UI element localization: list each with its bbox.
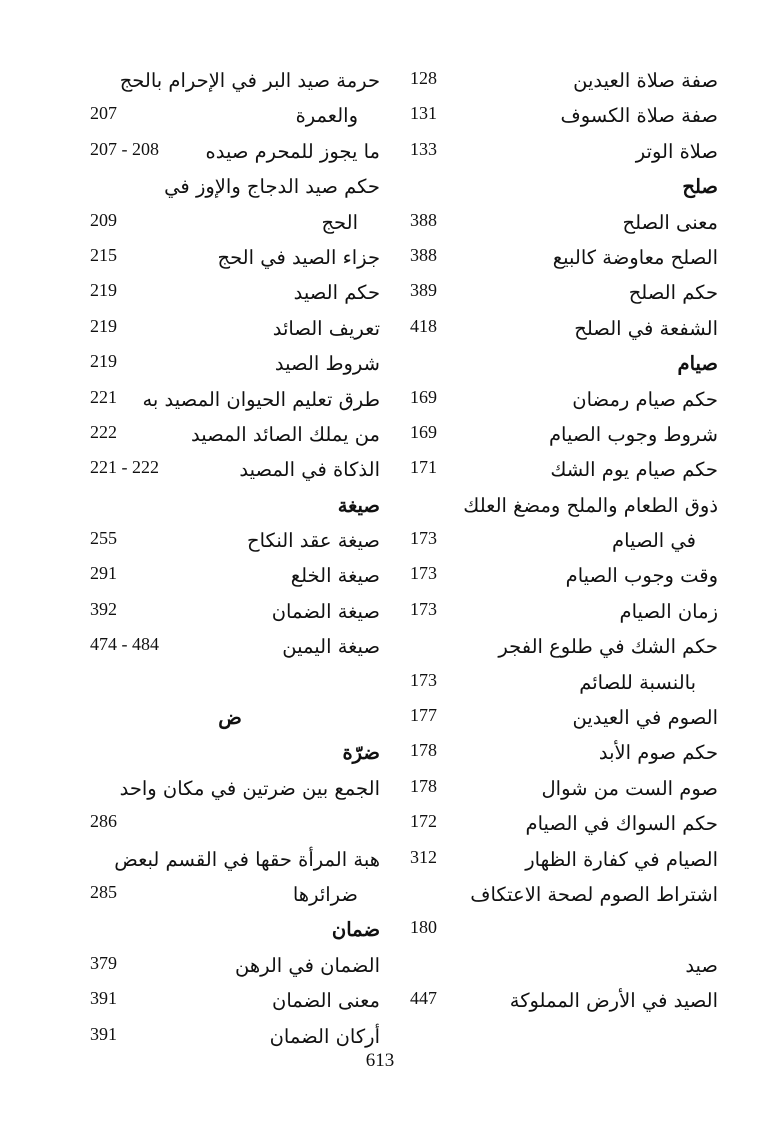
entry-text: من يملك الصائد المصيد xyxy=(190,422,380,446)
entry-text: اشتراط الصوم لصحة الاعتكاف xyxy=(470,882,718,906)
index-entry xyxy=(80,206,380,241)
entry-text: شروط وجوب الصيام xyxy=(548,422,718,446)
entry-page-number: 291 xyxy=(90,563,117,584)
entry-text: بالنسبة للصائم xyxy=(579,670,696,694)
index-entry xyxy=(80,595,380,630)
index-entry xyxy=(388,807,718,842)
entry-text: هبة المرأة حقها في القسم لبعض xyxy=(114,847,380,871)
index-entry xyxy=(80,984,380,1019)
entry-text: الذكاة في المصيد xyxy=(239,458,380,482)
entry-page-number: 180 xyxy=(410,917,437,938)
index-entry xyxy=(80,878,380,913)
entry-text: ذوق الطعام والملح ومضغ العلك xyxy=(463,493,718,517)
entry-page-number: 173 xyxy=(410,598,437,619)
index-entry xyxy=(388,736,718,771)
entry-text: صفة صلاة العيدين xyxy=(573,69,718,92)
entry-page-number: 209 xyxy=(90,209,117,230)
entry-page-number: 418 xyxy=(410,315,437,336)
entry-text: صلاة الوتر xyxy=(635,139,718,163)
index-entry xyxy=(80,347,380,382)
index-entry xyxy=(80,64,380,99)
entry-text: جزاء الصيد في الحج xyxy=(217,245,380,269)
entry-page-number: 388 xyxy=(410,209,437,230)
index-entry xyxy=(388,383,718,418)
entry-page-number: 219 xyxy=(90,315,117,336)
index-entry xyxy=(388,241,718,276)
entry-text: صوم الست من شوال xyxy=(541,776,718,800)
entry-text: في الصيام xyxy=(612,529,696,553)
entry-page-number: 169 xyxy=(410,421,437,442)
index-entry xyxy=(388,630,718,665)
index-entry xyxy=(388,772,718,807)
entry-text: وقت وجوب الصيام xyxy=(565,564,718,588)
entry-text: حكم صيام يوم الشك xyxy=(550,458,718,482)
entry-page-number: 389 xyxy=(410,280,437,301)
index-entry xyxy=(388,666,718,701)
entry-text: الصيام في كفارة الظهار xyxy=(525,847,718,871)
index-entry xyxy=(80,807,380,842)
index-entry xyxy=(388,99,718,134)
entry-page-number: 286 xyxy=(90,811,117,832)
entry-text: صيد xyxy=(685,953,718,977)
left-index-column xyxy=(80,64,380,1055)
entry-text: ضرائرها xyxy=(292,882,358,906)
entry-page-number: 255 xyxy=(90,528,117,549)
index-entry xyxy=(388,949,718,984)
index-entry xyxy=(388,984,718,1019)
index-entry xyxy=(388,524,718,559)
index-entry xyxy=(80,949,380,984)
entry-text: معنى الضمان xyxy=(272,989,380,1013)
entry-page-number: 215 xyxy=(90,244,117,265)
entry-text: حكم صوم الأبد xyxy=(598,741,718,765)
entry-page-number: 391 xyxy=(90,1023,117,1044)
entry-text: والعمرة xyxy=(295,104,358,128)
entry-text: صيغة عقد النكاح xyxy=(247,529,380,553)
entry-text: حكم صيام رمضان xyxy=(572,387,718,411)
entry-text: حكم الصلح xyxy=(628,281,718,305)
entry-text: الصلح معاوضة كالبيع xyxy=(552,245,718,269)
index-entry xyxy=(80,418,380,453)
entry-text: صيغة اليمين xyxy=(282,635,380,659)
entry-page-number: 391 xyxy=(90,988,117,1009)
entry-page-number: 178 xyxy=(410,775,437,796)
entry-page-number: 169 xyxy=(410,386,437,407)
index-entry xyxy=(388,64,718,99)
entry-page-number: 207 - 208 xyxy=(90,138,159,159)
index-entry xyxy=(388,559,718,594)
index-entry xyxy=(388,276,718,311)
index-heading xyxy=(80,913,380,948)
index-entry xyxy=(388,418,718,453)
index-heading xyxy=(80,736,380,771)
index-entry xyxy=(80,630,380,665)
entry-text: الحج xyxy=(321,210,358,234)
entry-page-number: 312 xyxy=(410,846,437,867)
index-entry xyxy=(80,559,380,594)
index-entry xyxy=(80,453,380,488)
entry-page-number: 133 xyxy=(410,138,437,159)
index-entry xyxy=(388,843,718,878)
index-entry xyxy=(80,666,380,701)
entry-page-number: 379 xyxy=(90,952,117,973)
entry-page-number: 221 xyxy=(90,386,117,407)
entry-page-number: 392 xyxy=(90,598,117,619)
index-heading xyxy=(80,489,380,524)
entry-text: حرمة صيد البر في الإحرام بالحج xyxy=(119,69,380,92)
index-entry xyxy=(80,135,380,170)
index-heading xyxy=(80,701,380,736)
index-entry xyxy=(388,913,718,948)
index-entry xyxy=(388,135,718,170)
index-entry xyxy=(80,843,380,878)
entry-page-number: 173 xyxy=(410,528,437,549)
entry-text: الضمان في الرهن xyxy=(234,953,380,977)
index-entry xyxy=(80,276,380,311)
entry-page-number: 474 - 484 xyxy=(90,634,159,655)
index-entry xyxy=(80,312,380,347)
index-heading xyxy=(388,347,718,382)
entry-text: طرق تعليم الحيوان المصيد به xyxy=(142,387,380,411)
entry-page-number: 173 xyxy=(410,669,437,690)
index-entry xyxy=(80,772,380,807)
entry-text: شروط الصيد xyxy=(274,352,380,376)
entry-text: أركان الضمان xyxy=(269,1024,380,1048)
entry-page-number: 207 xyxy=(90,103,117,124)
heading-text: ضرّة xyxy=(342,741,380,765)
entry-text: صيغة الخلع xyxy=(290,564,380,588)
entry-page-number: 388 xyxy=(410,244,437,265)
heading-text: صيغة xyxy=(337,493,380,517)
index-entry xyxy=(388,489,718,524)
entry-text: صيغة الضمان xyxy=(271,599,380,623)
entry-text: معنى الصلح xyxy=(622,210,718,234)
entry-page-number: 447 xyxy=(410,988,437,1009)
entry-text: حكم السواك في الصيام xyxy=(525,812,718,836)
index-entry xyxy=(80,383,380,418)
entry-text: صفة صلاة الكسوف xyxy=(560,104,718,128)
index-entry xyxy=(388,701,718,736)
entry-page-number: 128 xyxy=(410,68,437,88)
index-entry xyxy=(80,170,380,205)
entry-text: الصوم في العيدين xyxy=(572,706,718,730)
index-entry xyxy=(388,453,718,488)
heading-text: صلح xyxy=(682,175,718,199)
index-entry xyxy=(80,99,380,134)
entry-page-number: 221 - 222 xyxy=(90,457,159,478)
entry-text: الشفعة في الصلح xyxy=(574,316,718,340)
entry-text: حكم الصيد xyxy=(293,281,380,305)
heading-text: صيام xyxy=(677,352,718,376)
heading-text: ض xyxy=(218,706,242,730)
entry-text: حكم الشك في طلوع الفجر xyxy=(498,635,718,659)
index-entry xyxy=(80,524,380,559)
entry-page-number: 173 xyxy=(410,563,437,584)
entry-text: تعريف الصائد xyxy=(272,316,380,340)
entry-page-number: 285 xyxy=(90,881,117,902)
entry-text: ما يجوز للمحرم صيده xyxy=(205,139,380,163)
entry-page-number: 219 xyxy=(90,351,117,372)
entry-page-number: 178 xyxy=(410,740,437,761)
index-entry xyxy=(388,878,718,913)
entry-text: الصيد في الأرض المملوكة xyxy=(509,989,718,1013)
entry-page-number: 171 xyxy=(410,457,437,478)
entry-page-number: 172 xyxy=(410,811,437,832)
index-heading xyxy=(388,170,718,205)
entry-text: الجمع بين ضرتين في مكان واحد xyxy=(119,776,380,800)
entry-text: حكم صيد الدجاج والإوز في xyxy=(164,175,380,199)
index-entry xyxy=(80,241,380,276)
right-index-column xyxy=(388,64,718,1020)
entry-page-number: 131 xyxy=(410,103,437,124)
index-entry xyxy=(388,206,718,241)
entry-page-number: 219 xyxy=(90,280,117,301)
heading-text: ضمان xyxy=(331,918,380,942)
entry-page-number: 222 xyxy=(90,421,117,442)
entry-page-number: 177 xyxy=(410,705,437,726)
index-entry xyxy=(388,312,718,347)
entry-text: زمان الصيام xyxy=(619,599,718,623)
page-number: 613 xyxy=(365,1050,395,1071)
index-entry xyxy=(388,595,718,630)
